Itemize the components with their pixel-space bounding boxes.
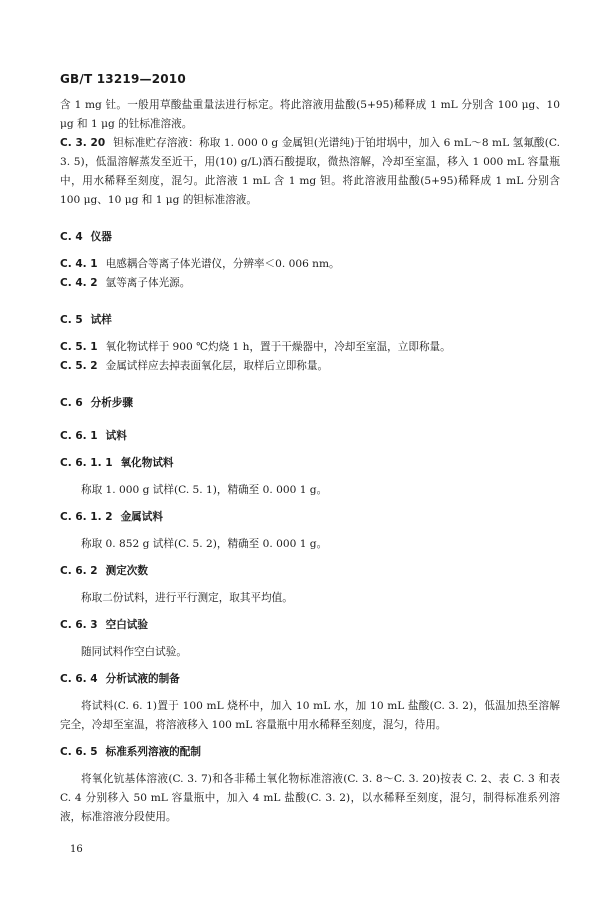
clause-c6-5-text: 将氧化钪基体溶液(C. 3. 7)和各非稀土氧化物标准溶液(C. 3. 8～C. 3. 20)按表 C. 2、表 C. 3 和表 C. 4 分别移入 50 mL 容量瓶中，加入 4 mL 盐酸(C. 3. 2)，以水稀释至刻度，混匀，制得标准系列溶液，标准溶液分段使用。	[60, 773, 560, 823]
clause-c3-20	[60, 134, 560, 210]
section-c6-1-1-heading	[60, 454, 560, 473]
section-title: 分析步骤	[90, 397, 134, 409]
section-c6-1-heading	[60, 427, 560, 446]
clause-number: C. 5. 1	[60, 341, 98, 353]
section-title: 仪器	[90, 231, 112, 243]
paragraph-continuation: 含 1 mg 钍。一般用草酸盐重量法进行标定。将此溶液用盐酸(5+95)稀释成 1 mL 分别含 100 μg、10 μg 和 1 μg 的钍标准溶液。	[60, 99, 560, 130]
section-c6-3-heading	[60, 616, 560, 635]
clause-number: C. 3. 20	[60, 137, 106, 149]
section-c4-heading	[60, 228, 560, 247]
section-title: 空白试验	[105, 619, 148, 631]
section-number: C. 6. 4	[60, 673, 98, 685]
section-number: C. 6. 3	[60, 619, 98, 631]
section-title: 测定次数	[105, 565, 148, 577]
clause-c6-1-1-text: 称取 1. 000 g 试样(C. 5. 1)，精确至 0. 000 1 g。	[81, 484, 328, 496]
section-c6-heading	[60, 394, 560, 413]
section-number: C. 6. 1. 2	[60, 511, 113, 523]
clause-c6-3-text: 随同试料作空白试验。	[81, 646, 187, 658]
section-c6-5-heading	[60, 743, 560, 762]
clause-c5-2	[60, 357, 560, 376]
clause-text: 金属试样应去掉表面氧化层，取样后立即称量。	[105, 360, 329, 372]
clause-c6-4-text: 将试料(C. 6. 1)置于 100 mL 烧杯中，加入 10 mL 水，加 10 mL 盐酸(C. 3. 2)，低温加热至溶解完全，冷却至室温，将溶液移入 100 mL 容量瓶中用水稀释至刻度，混匀，待用。	[60, 700, 560, 731]
clause-c5-1	[60, 338, 560, 357]
section-c6-2-heading	[60, 562, 560, 581]
clause-c6-2-text: 称取二份试料，进行平行测定，取其平均值。	[81, 592, 293, 604]
section-c6-4-heading	[60, 670, 560, 689]
clause-number: C. 4. 2	[60, 277, 98, 289]
section-title: 氧化物试料	[120, 457, 174, 469]
section-number: C. 6	[60, 397, 83, 409]
clause-number: C. 5. 2	[60, 360, 98, 372]
section-title: 分析试液的制备	[105, 673, 180, 685]
section-number: C. 6. 1. 1	[60, 457, 113, 469]
clause-text: 电感耦合等离子体光谱仪，分辨率＜0. 006 nm。	[105, 258, 340, 270]
section-c6-1-2-heading	[60, 508, 560, 527]
section-title: 金属试料	[120, 511, 163, 523]
section-title: 试样	[90, 314, 112, 326]
document-body	[60, 96, 560, 827]
section-number: C. 5	[60, 314, 83, 326]
section-c5-heading	[60, 311, 560, 330]
section-number: C. 6. 5	[60, 746, 98, 758]
clause-c4-1	[60, 255, 560, 274]
clause-text: 氩等离子体光源。	[105, 277, 191, 289]
clause-number: C. 4. 1	[60, 258, 98, 270]
clause-c4-2	[60, 274, 560, 293]
page-number: 16	[70, 844, 83, 855]
clause-c6-1-2-text: 称取 0. 852 g 试样(C. 5. 2)，精确至 0. 000 1 g。	[81, 538, 328, 550]
section-number: C. 6. 1	[60, 430, 98, 442]
section-number: C. 6. 2	[60, 565, 98, 577]
clause-text: 氧化物试样于 900 ℃灼烧 1 h，置于干燥器中，冷却至室温，立即称量。	[105, 341, 451, 353]
standard-code-header: GB/T 13219—2010	[60, 72, 186, 86]
section-number: C. 4	[60, 231, 83, 243]
clause-text: 钽标准贮存溶液：称取 1. 000 0 g 金属钽(光谱纯)于铂坩埚中，加入 6 mL～8 mL 氢氟酸(C. 3. 5)，低温溶解蒸发至近干，用(10) g/L)酒石酸提取，微热溶解，冷却至室温，移入 1 000 mL 容量瓶中，用水稀释至刻度，混匀。此溶液 1 mL 含 1 mg 钽。将此溶液用盐酸(5+95)稀释成 1 mL 分别含 100 μg、10 μg 和 1 μg 的钽标准溶液。	[60, 137, 560, 206]
section-title: 试料	[105, 430, 127, 442]
section-title: 标准系列溶液的配制	[105, 746, 201, 758]
